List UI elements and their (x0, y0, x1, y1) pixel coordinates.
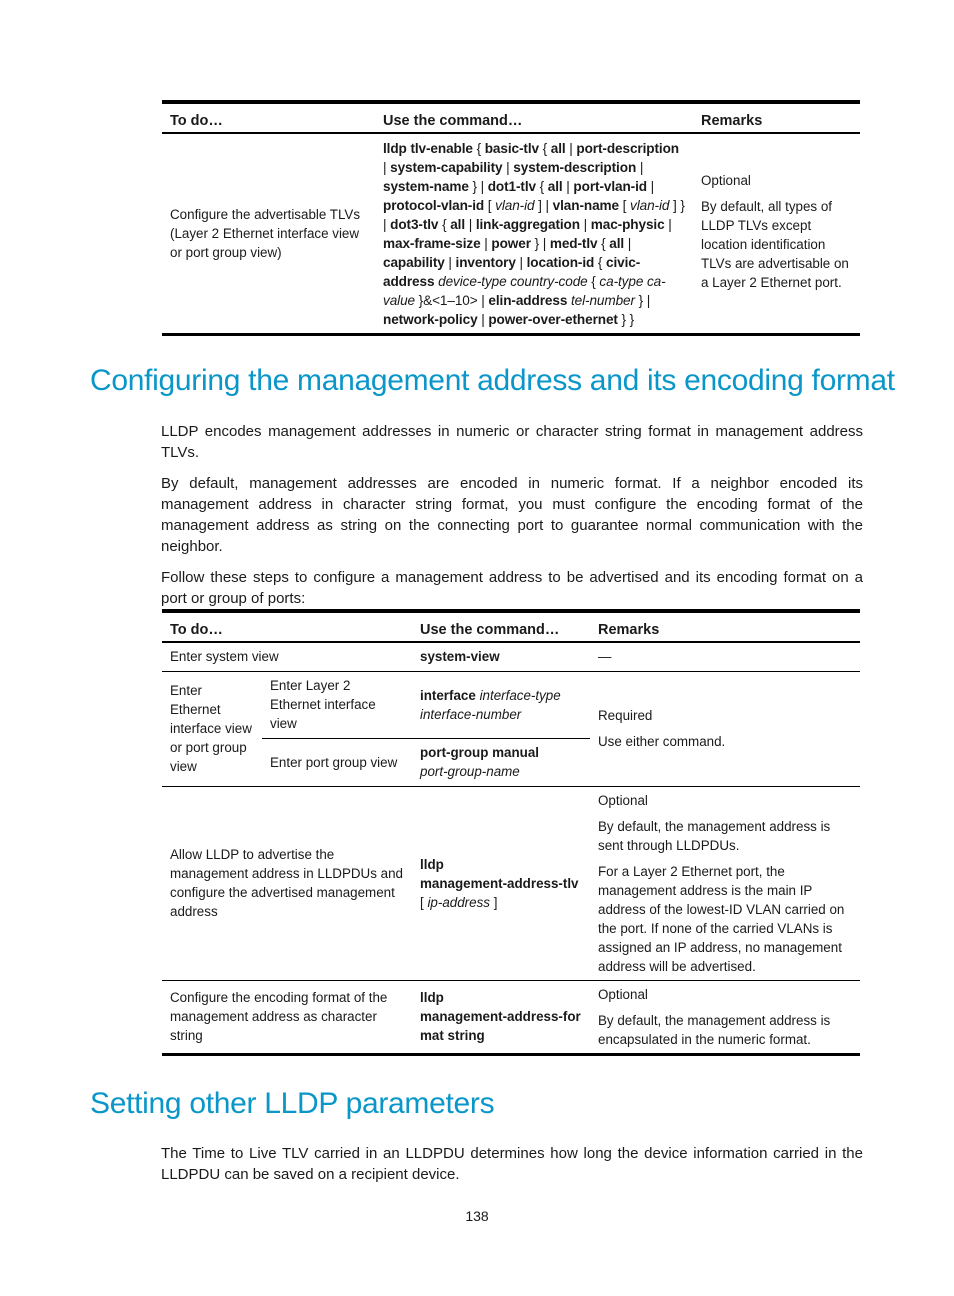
cmd-arg: ip-address (427, 894, 490, 910)
remark-optional: Optional (598, 792, 648, 808)
cmd-keyword: protocol-vlan-id (383, 198, 485, 213)
cell-remarks (590, 980, 860, 1054)
cell-remarks (590, 671, 860, 786)
cmd-keyword: vlan-name (552, 198, 619, 213)
remark-required: Required (598, 708, 653, 723)
cell-remarks: — (590, 642, 860, 671)
cmd-syntax: { (597, 236, 610, 251)
header-remarks: Remarks (590, 611, 860, 642)
cmd-argument: vlan-id (495, 198, 535, 213)
cmd-syntax: } } (617, 312, 635, 327)
cmd-keyword: port-group manual (420, 745, 540, 760)
table-row-encoding (162, 980, 860, 1054)
cmd-syntax: { (587, 274, 600, 289)
cmd-optional-arg (420, 893, 582, 912)
cmd-syntax: { (538, 141, 551, 156)
cell-todo: Allow LLDP to advertise the management address in LLDPDUs and configure the advertised management address (162, 786, 412, 980)
bracket-open: [ (420, 894, 428, 910)
cmd-keyword: port-vlan-id (573, 179, 647, 194)
cmd-syntax: | (480, 236, 492, 251)
cmd-keyword: all (609, 236, 625, 251)
table-row-enter-interface (162, 671, 860, 738)
cmd-keyword: mac-physic (590, 217, 665, 232)
remark-default: By default, the management address is sent through LLDPDUs. (598, 818, 831, 853)
header-command: Use the command… (375, 102, 693, 133)
cell-pg-command (412, 738, 590, 786)
cmd-syntax: | (444, 255, 456, 270)
cmd-keyword: med-tlv (549, 236, 598, 251)
cell-todo: Configure the encoding format of the management address as character string (162, 980, 412, 1054)
management-address-table (162, 609, 860, 1056)
remark-optional: Optional (598, 986, 648, 1002)
paragraph-follow-steps: Follow these steps to configure a management address to be advertised and its encoding format on a port or group of ports: (161, 569, 863, 607)
cell-command (375, 133, 693, 335)
cmd-syntax: } | (530, 236, 550, 251)
cmd-syntax: | (502, 160, 514, 175)
cmd-keyword: power (491, 236, 531, 251)
cmd-args: port-group-name (420, 764, 520, 779)
cmd-syntax: [ (618, 198, 631, 213)
cmd-keyword: link-aggregation (475, 217, 580, 232)
cmd-keyword: inventory (455, 255, 516, 270)
cmd-syntax: | (515, 255, 527, 270)
table-row (162, 133, 860, 335)
page-number: 138 (465, 1208, 489, 1224)
cmd-keyword: basic-tlv (484, 141, 539, 156)
table-row-mgmt-tlv (162, 786, 860, 980)
cmd-syntax: } | (634, 293, 651, 308)
cell-iface-command (412, 671, 590, 738)
table-header-row (162, 611, 860, 642)
cmd-syntax: [ (484, 198, 496, 213)
cmd-syntax: { (536, 179, 548, 194)
cmd-keyword: power-over-ethernet (488, 312, 618, 327)
cmd-keyword: system-capability (390, 160, 503, 175)
cmd-argument: device-type country-code (438, 274, 588, 289)
tlv-config-table (162, 100, 860, 336)
cmd-keyword: lldp tlv-enable (383, 141, 473, 156)
cmd-args: interface-type interface-number (420, 687, 561, 722)
cmd-syntax: | (579, 217, 591, 232)
cell-command (412, 980, 590, 1054)
cmd-keyword: elin-address (488, 293, 568, 308)
cmd-line: management-address-for (420, 1009, 581, 1024)
cell-command (412, 786, 590, 980)
cmd-syntax: | (383, 160, 391, 175)
paragraph-default-encoding: By default, management addresses are encoded in numeric format. If a neighbor encoded its management address in character string format, you must configure the encoding format of the management address as string on the connecting port to guarantee normal communication with the neighbor. (161, 475, 863, 555)
cmd-syntax: ] } | (383, 198, 685, 232)
bracket-close: ] (489, 894, 498, 910)
cmd-syntax: | (624, 236, 632, 251)
cmd-syntax: | (477, 312, 489, 327)
paragraph-ttl: The Time to Live TLV carried in an LLDPDU determines how long the device information carried in the LLDPDU can be saved on a recipient device. (161, 1145, 863, 1183)
cmd-keyword: max-frame-size (383, 236, 481, 251)
cmd-argument: tel-number (570, 293, 635, 308)
header-remarks: Remarks (693, 102, 860, 133)
cmd-syntax: | (465, 217, 476, 232)
cmd-keyword: port-description (576, 141, 680, 156)
cmd-keyword-lldp: lldp (420, 856, 444, 872)
remark-either: Use either command. (598, 734, 726, 749)
cell-remarks (693, 133, 860, 335)
cmd-argument: vlan-id (630, 198, 670, 213)
cmd-keyword: all (547, 179, 563, 194)
cmd-syntax: } | (468, 179, 488, 194)
cmd-syntax: | (646, 179, 655, 194)
cmd-syntax: | (636, 160, 644, 175)
header-todo: To do… (162, 102, 375, 133)
cmd-syntax: ] | (534, 198, 553, 213)
cmd-keyword-tlv: management-address-tlv (420, 875, 579, 891)
cell-group-label: Enter Ethernet interface view or port group view (162, 671, 262, 786)
cmd-keyword: all (550, 141, 566, 156)
paragraph-encoding-intro: LLDP encodes management addresses in numeric or character string format in management address TLVs. (161, 423, 863, 461)
cmd-line: mat string (420, 1028, 485, 1043)
cmd-line: lldp (420, 990, 444, 1005)
cell-command: system-view (412, 642, 590, 671)
remark-default: By default, all types of LLDP TLVs except location identification TLVs are advertisable on a Layer 2 Ethernet port. (701, 199, 849, 290)
cmd-keyword: capability (383, 255, 445, 270)
section-heading-management-address: Configuring the management address and its encoding format (90, 364, 895, 397)
cmd-syntax: | (562, 179, 574, 194)
cmd-keyword: location-id (526, 255, 595, 270)
cmd-keyword: all (450, 217, 466, 232)
cmd-keyword: dot3-tlv (390, 217, 439, 232)
cell-todo: Configure the advertisable TLVs (Layer 2 Ethernet interface view or port group view) (162, 133, 375, 335)
cmd-keyword: network-policy (383, 312, 478, 327)
cmd-keyword: system-name (383, 179, 469, 194)
table-header-row (162, 102, 860, 133)
cmd-syntax: { (594, 255, 607, 270)
remark-default: By default, the management address is encapsulated in the numeric format. (598, 1012, 831, 1047)
cell-todo: Enter system view (162, 642, 412, 671)
remark-optional: Optional (701, 173, 751, 188)
cell-iface-label: Enter Layer 2 Ethernet interface view (262, 671, 412, 738)
cmd-keyword: interface (420, 687, 476, 703)
cmd-syntax: { (438, 217, 451, 232)
remark-layer2: For a Layer 2 Ethernet port, the management address is the main IP address of the lowest-ID VLAN carried on the port. If none of the carried VLANs is assigned an IP address, no management address will be advertised. (598, 863, 845, 974)
cmd-syntax: }&<1–10> | (415, 293, 489, 308)
cmd-argument: ca-type ca-value (383, 274, 666, 308)
cell-pg-label: Enter port group view (262, 738, 412, 786)
cmd-syntax: | (664, 217, 672, 232)
cmd-keyword: dot1-tlv (487, 179, 536, 194)
cmd-syntax: { (472, 141, 485, 156)
table-row-system-view (162, 642, 860, 671)
cmd-keyword: civic-address (383, 255, 641, 289)
cmd-keyword: system-description (513, 160, 637, 175)
header-command: Use the command… (412, 611, 590, 642)
cell-remarks (590, 786, 860, 980)
header-todo: To do… (162, 611, 412, 642)
cmd-syntax: | (565, 141, 577, 156)
section-heading-other-parameters: Setting other LLDP parameters (90, 1087, 495, 1120)
